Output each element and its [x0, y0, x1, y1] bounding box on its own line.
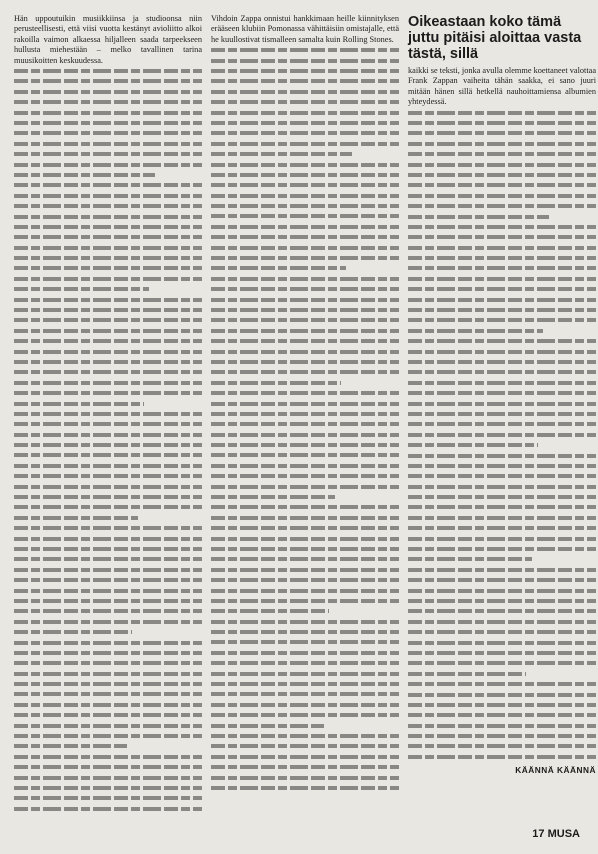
text-line-placeholder	[14, 298, 202, 302]
text-line-placeholder	[408, 547, 596, 551]
text-line-placeholder	[408, 599, 596, 603]
article-columns	[14, 14, 597, 817]
text-line-placeholder	[211, 485, 399, 489]
text-line-placeholder	[14, 194, 202, 198]
text-line-placeholder	[211, 599, 399, 603]
text-line-placeholder	[408, 194, 596, 198]
column-3-body-placeholder	[408, 111, 596, 759]
text-line-placeholder	[408, 495, 596, 499]
text-line-placeholder	[14, 620, 202, 624]
text-line-placeholder	[211, 661, 399, 665]
text-line-placeholder	[14, 599, 202, 603]
text-line-placeholder	[408, 360, 596, 364]
text-line-placeholder	[14, 183, 202, 187]
text-line-placeholder	[408, 381, 596, 385]
text-line-placeholder	[14, 526, 202, 530]
text-line-placeholder	[14, 568, 202, 572]
text-line-placeholder	[14, 79, 202, 83]
text-line-placeholder	[408, 433, 596, 437]
text-line-placeholder	[408, 131, 596, 135]
text-line-placeholder	[14, 703, 202, 707]
text-line-placeholder	[408, 443, 538, 447]
text-line-placeholder	[211, 453, 399, 457]
text-line-placeholder	[14, 422, 202, 426]
text-line-placeholder	[408, 298, 596, 302]
text-line-placeholder	[408, 152, 596, 156]
text-line-placeholder	[408, 464, 596, 468]
text-line-placeholder	[211, 734, 399, 738]
text-line-placeholder	[408, 724, 596, 728]
text-line-placeholder	[14, 464, 202, 468]
text-line-placeholder	[14, 807, 202, 811]
column-1-excerpt: Hän uppoutuikin musiikkiinsa ja studioonsa niin perusteellisesti, että viisi vuotta kestänyt avioliitto alkoi rakoilla vaimon alkaessa hiljalleen saada tarpeekseen hullusta miehestään – melko tavallinen tarina muusikoitten keskuudessa.	[14, 14, 202, 65]
text-line-placeholder	[408, 755, 596, 759]
text-line-placeholder	[408, 454, 596, 458]
text-line-placeholder	[211, 568, 399, 572]
text-line-placeholder	[408, 682, 596, 686]
text-line-placeholder	[14, 516, 138, 520]
text-line-placeholder	[211, 183, 399, 187]
magazine-name: MUSA	[547, 828, 580, 840]
text-line-placeholder	[14, 215, 202, 219]
text-line-placeholder	[211, 111, 399, 115]
text-line-placeholder	[408, 557, 532, 561]
text-line-placeholder	[211, 412, 399, 416]
text-line-placeholder	[408, 422, 596, 426]
text-line-placeholder	[14, 225, 202, 229]
text-line-placeholder	[14, 350, 202, 354]
text-line-placeholder	[211, 298, 399, 302]
text-line-placeholder	[211, 339, 399, 343]
text-line-placeholder	[211, 630, 399, 634]
column-2-body-placeholder	[211, 48, 399, 790]
text-line-placeholder	[211, 246, 399, 250]
column-1-body-placeholder	[14, 69, 202, 811]
text-line-placeholder	[211, 163, 399, 167]
text-line-placeholder	[211, 682, 399, 686]
text-line-placeholder	[211, 422, 399, 426]
text-line-placeholder	[14, 661, 202, 665]
text-line-placeholder	[14, 672, 202, 676]
text-line-placeholder	[211, 744, 399, 748]
text-line-placeholder	[14, 505, 202, 509]
article-column-3	[408, 14, 596, 817]
text-line-placeholder	[14, 173, 155, 177]
text-line-placeholder	[211, 495, 335, 499]
column-3-headline: Oikeastaan koko tämä juttu pitäisi aloittaa vasta tästä, sillä	[408, 14, 582, 62]
text-line-placeholder	[211, 755, 399, 759]
text-line-placeholder	[408, 318, 596, 322]
text-line-placeholder	[14, 724, 202, 728]
text-line-placeholder	[14, 786, 202, 790]
text-line-placeholder	[14, 776, 202, 780]
text-line-placeholder	[14, 547, 202, 551]
text-line-placeholder	[211, 256, 399, 260]
text-line-placeholder	[211, 235, 399, 239]
text-line-placeholder	[14, 589, 202, 593]
text-line-placeholder	[408, 589, 596, 593]
text-line-placeholder	[211, 464, 399, 468]
text-line-placeholder	[14, 630, 132, 634]
text-line-placeholder	[211, 433, 399, 437]
text-line-placeholder	[211, 360, 399, 364]
text-line-placeholder	[14, 495, 202, 499]
text-line-placeholder	[14, 433, 202, 437]
text-line-placeholder	[408, 537, 596, 541]
text-line-placeholder	[14, 266, 202, 270]
text-line-placeholder	[14, 339, 202, 343]
text-line-placeholder	[211, 204, 399, 208]
text-line-placeholder	[14, 246, 202, 250]
text-line-placeholder	[14, 360, 202, 364]
text-line-placeholder	[211, 79, 399, 83]
text-line-placeholder	[408, 526, 596, 530]
text-line-placeholder	[211, 121, 399, 125]
article-column-1	[14, 14, 202, 817]
text-line-placeholder	[408, 142, 596, 146]
text-line-placeholder	[408, 485, 596, 489]
text-line-placeholder	[14, 235, 202, 239]
text-line-placeholder	[14, 578, 202, 582]
text-line-placeholder	[408, 350, 596, 354]
text-line-placeholder	[14, 318, 202, 322]
text-line-placeholder	[211, 329, 399, 333]
text-line-placeholder	[211, 350, 399, 354]
text-line-placeholder	[408, 225, 596, 229]
text-line-placeholder	[211, 214, 399, 218]
text-line-placeholder	[408, 329, 543, 333]
text-line-placeholder	[14, 609, 202, 613]
text-line-placeholder	[408, 703, 596, 707]
text-line-placeholder	[408, 391, 596, 395]
text-line-placeholder	[14, 713, 202, 717]
text-line-placeholder	[211, 370, 399, 374]
text-line-placeholder	[408, 111, 596, 115]
text-line-placeholder	[211, 391, 399, 395]
text-line-placeholder	[211, 131, 399, 135]
text-line-placeholder	[14, 69, 202, 73]
text-line-placeholder	[211, 474, 399, 478]
text-line-placeholder	[211, 194, 399, 198]
text-line-placeholder	[408, 204, 596, 208]
text-line-placeholder	[408, 651, 596, 655]
text-line-placeholder	[14, 734, 202, 738]
text-line-placeholder	[408, 266, 596, 270]
text-line-placeholder	[408, 734, 596, 738]
column-2-excerpt: Vihdoin Zappa onnistui hankkimaan heille kiinnityksen erääseen klubiin Pomonassa vähittäisiin omistajalle, että he kuullostivat tismalleen samalta kuin Rolling Stones.	[211, 14, 399, 44]
text-line-placeholder	[211, 713, 399, 717]
text-line-placeholder	[14, 142, 202, 146]
text-line-placeholder	[14, 692, 202, 696]
text-line-placeholder	[14, 474, 202, 478]
page-footer	[532, 828, 580, 840]
text-line-placeholder	[408, 412, 596, 416]
text-line-placeholder	[211, 537, 399, 541]
text-line-placeholder	[211, 277, 399, 281]
text-line-placeholder	[14, 485, 202, 489]
text-line-placeholder	[14, 651, 202, 655]
text-line-placeholder	[14, 381, 202, 385]
text-line-placeholder	[14, 111, 202, 115]
text-line-placeholder	[408, 620, 596, 624]
text-line-placeholder	[14, 131, 202, 135]
text-line-placeholder	[408, 474, 596, 478]
text-line-placeholder	[408, 183, 596, 187]
text-line-placeholder	[211, 266, 346, 270]
text-line-placeholder	[14, 256, 202, 260]
text-line-placeholder	[211, 703, 399, 707]
text-line-placeholder	[211, 547, 399, 551]
text-line-placeholder	[14, 755, 202, 759]
text-line-placeholder	[211, 672, 399, 676]
text-line-placeholder	[14, 370, 202, 374]
text-line-placeholder	[14, 204, 202, 208]
text-line-placeholder	[408, 609, 596, 613]
text-line-placeholder	[14, 641, 202, 645]
text-line-placeholder	[211, 142, 399, 146]
text-line-placeholder	[211, 100, 399, 104]
text-line-placeholder	[211, 225, 399, 229]
text-line-placeholder	[408, 308, 596, 312]
text-line-placeholder	[14, 329, 202, 333]
text-line-placeholder	[14, 412, 202, 416]
text-line-placeholder	[408, 287, 596, 291]
text-line-placeholder	[14, 152, 202, 156]
page-number: 17	[532, 828, 545, 840]
text-line-placeholder	[14, 287, 149, 291]
text-line-placeholder	[408, 516, 596, 520]
text-line-placeholder	[211, 48, 399, 52]
text-line-placeholder	[211, 59, 399, 63]
text-line-placeholder	[211, 69, 399, 73]
text-line-placeholder	[211, 776, 399, 780]
text-line-placeholder	[408, 277, 596, 281]
text-line-placeholder	[211, 609, 329, 613]
text-line-placeholder	[408, 744, 596, 748]
text-line-placeholder	[14, 163, 202, 167]
text-line-placeholder	[408, 173, 596, 177]
text-line-placeholder	[211, 640, 399, 644]
text-line-placeholder	[211, 308, 399, 312]
text-line-placeholder	[408, 339, 596, 343]
text-line-placeholder	[14, 121, 202, 125]
text-line-placeholder	[211, 505, 399, 509]
text-line-placeholder	[14, 402, 144, 406]
text-line-placeholder	[14, 443, 202, 447]
continue-signoff: KÄÄNNÄ KÄÄNNÄ	[515, 765, 596, 776]
text-line-placeholder	[211, 765, 399, 769]
text-line-placeholder	[14, 391, 202, 395]
text-line-placeholder	[408, 630, 596, 634]
text-line-placeholder	[408, 235, 596, 239]
text-line-placeholder	[211, 381, 341, 385]
text-line-placeholder	[14, 796, 202, 800]
text-line-placeholder	[211, 402, 399, 406]
text-line-placeholder	[408, 402, 596, 406]
text-line-placeholder	[14, 557, 202, 561]
text-line-placeholder	[14, 744, 127, 748]
text-line-placeholder	[408, 568, 596, 572]
text-line-placeholder	[408, 163, 596, 167]
text-line-placeholder	[211, 692, 399, 696]
text-line-placeholder	[408, 256, 596, 260]
text-line-placeholder	[211, 152, 352, 156]
text-line-placeholder	[211, 651, 399, 655]
article-column-2	[211, 14, 399, 817]
text-line-placeholder	[14, 308, 202, 312]
text-line-placeholder	[408, 215, 549, 219]
text-line-placeholder	[408, 246, 596, 250]
text-line-placeholder	[408, 370, 596, 374]
text-line-placeholder	[14, 537, 202, 541]
text-line-placeholder	[211, 90, 399, 94]
text-line-placeholder	[211, 526, 399, 530]
text-line-placeholder	[211, 589, 399, 593]
text-line-placeholder	[211, 443, 399, 447]
text-line-placeholder	[211, 516, 399, 520]
text-line-placeholder	[211, 724, 324, 728]
text-line-placeholder	[408, 693, 596, 697]
text-line-placeholder	[211, 620, 399, 624]
text-line-placeholder	[408, 713, 596, 717]
text-line-placeholder	[211, 287, 399, 291]
text-line-placeholder	[14, 90, 202, 94]
text-line-placeholder	[211, 557, 399, 561]
text-line-placeholder	[14, 453, 202, 457]
text-line-placeholder	[14, 682, 202, 686]
text-line-placeholder	[408, 121, 596, 125]
text-line-placeholder	[14, 277, 202, 281]
text-line-placeholder	[408, 578, 596, 582]
text-line-placeholder	[211, 318, 399, 322]
column-3-excerpt: kaikki se teksti, jonka avulla olemme koettaneet valottaa Frank Zappan vaiheita tähän saakka, ei sano juuri mitään hänen sillä hetkellä nauhoittamiensa albumien yhteydessä.	[408, 66, 597, 107]
text-line-placeholder	[211, 578, 399, 582]
text-line-placeholder	[211, 786, 399, 790]
text-line-placeholder	[14, 765, 202, 769]
text-line-placeholder	[408, 672, 526, 676]
text-line-placeholder	[408, 641, 596, 645]
text-line-placeholder	[408, 661, 596, 665]
text-line-placeholder	[211, 173, 399, 177]
text-line-placeholder	[14, 100, 202, 104]
text-line-placeholder	[408, 505, 596, 509]
